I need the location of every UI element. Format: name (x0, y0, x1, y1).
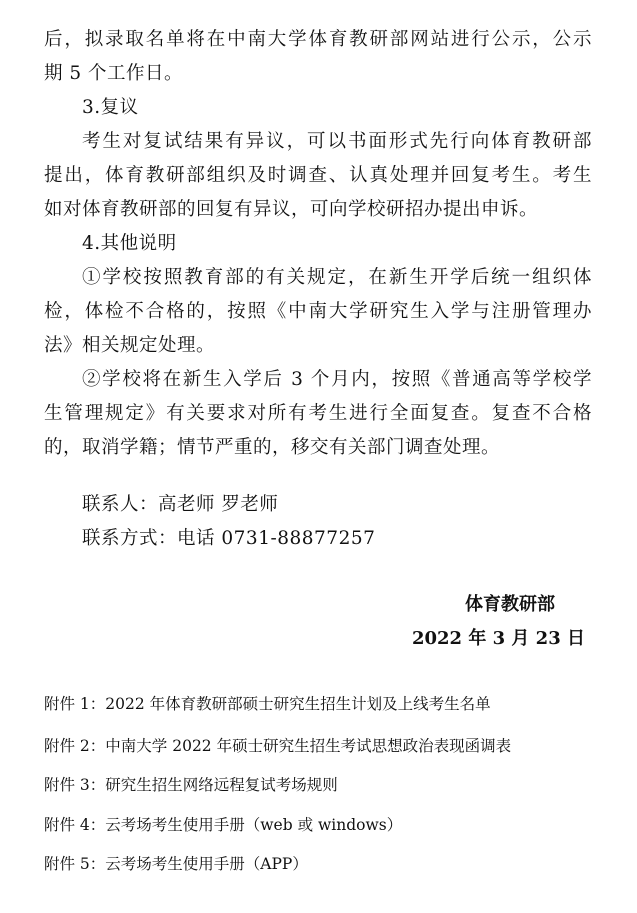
other-item-2-line-2: 生管理规定》有关要求对所有考生进行全面复查。复查不合格 (44, 403, 592, 424)
review-line-3: 如对体育教研部的回复有异议，可向学校研招办提出申诉。 (44, 199, 539, 220)
attachment-2: 附件 2：中南大学 2022 年硕士研究生招生考试思想政治表现函调表 (44, 737, 512, 755)
review-line-1: 考生对复试结果有异议，可以书面形式先行向体育教研部 (82, 131, 592, 152)
attachment-3: 附件 3：研究生招生网络远程复试考场规则 (44, 776, 338, 794)
attachment-5: 附件 5：云考场考生使用手册（APP） (44, 855, 308, 873)
other-item-1-line-2: 检，体检不合格的，按照《中南大学研究生入学与注册管理办 (44, 301, 592, 322)
attachment-1: 附件 1：2022 年体育教研部硕士研究生招生计划及上线考生名单 (44, 695, 491, 713)
signature-date: 2022 年 3 月 23 日 (411, 628, 585, 649)
publish-line-2: 期 5 个工作日。 (44, 63, 184, 84)
publish-line-1: 后，拟录取名单将在中南大学体育教研部网站进行公示，公示 (44, 29, 592, 50)
attachment-4: 附件 4：云考场考生使用手册（web 或 windows） (44, 816, 403, 834)
review-line-2: 提出，体育教研部组织及时调查、认真处理并回复考生。考生 (44, 165, 592, 186)
contact-method: 联系方式：电话 0731-88877257 (82, 528, 376, 549)
other-item-2-line-3: 的，取消学籍；情节严重的，移交有关部门调查处理。 (44, 437, 501, 458)
other-item-2-line-1: ②学校将在新生入学后 3 个月内，按照《普通高等学校学 (82, 369, 592, 390)
contact-persons: 联系人：高老师 罗老师 (82, 494, 279, 515)
signature-department: 体育教研部 (465, 594, 555, 615)
review-heading: 3.复议 (82, 97, 139, 118)
other-heading: 4.其他说明 (82, 233, 177, 254)
other-item-1-line-3: 法》相关规定处理。 (44, 335, 216, 356)
other-item-1-line-1: ①学校按照教育部的有关规定，在新生开学后统一组织体 (82, 267, 592, 288)
